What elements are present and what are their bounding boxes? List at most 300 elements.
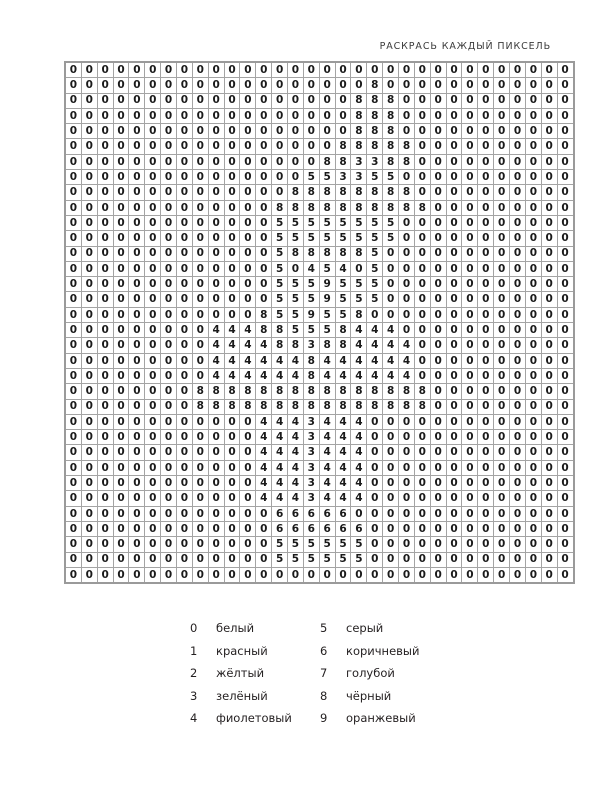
grid-cell[interactable]: 0 [557, 430, 573, 445]
grid-cell[interactable]: 0 [113, 460, 129, 475]
grid-cell[interactable]: 0 [494, 414, 510, 429]
grid-cell[interactable]: 8 [319, 246, 335, 261]
grid-cell[interactable]: 0 [383, 567, 399, 583]
grid-cell[interactable]: 0 [177, 78, 193, 93]
grid-cell[interactable]: 5 [319, 323, 335, 338]
grid-cell[interactable]: 0 [272, 124, 288, 139]
grid-cell[interactable]: 0 [288, 567, 304, 583]
grid-cell[interactable]: 0 [145, 62, 161, 78]
grid-cell[interactable]: 5 [335, 292, 351, 307]
grid-cell[interactable]: 8 [367, 139, 383, 154]
grid-cell[interactable]: 0 [97, 200, 113, 215]
grid-cell[interactable]: 0 [256, 139, 272, 154]
grid-cell[interactable]: 0 [97, 521, 113, 536]
grid-cell[interactable]: 0 [478, 139, 494, 154]
grid-cell[interactable]: 0 [129, 414, 145, 429]
grid-cell[interactable]: 0 [367, 430, 383, 445]
grid-cell[interactable]: 0 [525, 124, 541, 139]
grid-cell[interactable]: 0 [494, 399, 510, 414]
grid-cell[interactable]: 0 [335, 567, 351, 583]
grid-cell[interactable]: 0 [383, 445, 399, 460]
grid-cell[interactable]: 5 [319, 170, 335, 185]
grid-cell[interactable]: 8 [399, 384, 415, 399]
grid-cell[interactable]: 0 [430, 277, 446, 292]
grid-cell[interactable]: 4 [288, 368, 304, 383]
grid-cell[interactable]: 0 [383, 78, 399, 93]
grid-cell[interactable]: 0 [510, 261, 526, 276]
grid-cell[interactable]: 0 [65, 215, 81, 230]
grid-cell[interactable]: 0 [97, 185, 113, 200]
grid-cell[interactable]: 0 [510, 521, 526, 536]
grid-cell[interactable]: 0 [224, 445, 240, 460]
grid-cell[interactable]: 0 [256, 567, 272, 583]
grid-cell[interactable]: 0 [462, 78, 478, 93]
grid-cell[interactable]: 0 [256, 246, 272, 261]
grid-cell[interactable]: 0 [208, 139, 224, 154]
grid-cell[interactable]: 8 [319, 399, 335, 414]
grid-cell[interactable]: 0 [208, 506, 224, 521]
grid-cell[interactable]: 4 [208, 323, 224, 338]
grid-cell[interactable]: 4 [303, 261, 319, 276]
grid-cell[interactable]: 0 [541, 567, 557, 583]
grid-cell[interactable]: 0 [541, 506, 557, 521]
grid-cell[interactable]: 0 [430, 323, 446, 338]
grid-cell[interactable]: 0 [335, 93, 351, 108]
grid-cell[interactable]: 5 [351, 231, 367, 246]
grid-cell[interactable]: 0 [510, 476, 526, 491]
grid-cell[interactable]: 0 [97, 506, 113, 521]
grid-cell[interactable]: 0 [462, 430, 478, 445]
grid-cell[interactable]: 4 [351, 445, 367, 460]
grid-cell[interactable]: 0 [494, 353, 510, 368]
grid-cell[interactable]: 0 [177, 170, 193, 185]
grid-cell[interactable]: 0 [399, 93, 415, 108]
grid-cell[interactable]: 0 [113, 108, 129, 123]
grid-cell[interactable]: 0 [446, 491, 462, 506]
grid-cell[interactable]: 0 [192, 261, 208, 276]
grid-cell[interactable]: 0 [129, 323, 145, 338]
grid-cell[interactable]: 0 [81, 476, 97, 491]
grid-cell[interactable]: 0 [414, 108, 430, 123]
grid-cell[interactable]: 0 [192, 368, 208, 383]
grid-cell[interactable]: 0 [494, 93, 510, 108]
grid-cell[interactable]: 4 [256, 338, 272, 353]
grid-cell[interactable]: 0 [129, 200, 145, 215]
grid-cell[interactable]: 0 [541, 215, 557, 230]
grid-cell[interactable]: 0 [525, 185, 541, 200]
grid-cell[interactable]: 0 [177, 506, 193, 521]
grid-cell[interactable]: 0 [557, 185, 573, 200]
grid-cell[interactable]: 5 [319, 537, 335, 552]
grid-cell[interactable]: 0 [256, 124, 272, 139]
grid-cell[interactable]: 0 [478, 399, 494, 414]
grid-cell[interactable]: 5 [303, 277, 319, 292]
grid-cell[interactable]: 0 [161, 108, 177, 123]
grid-cell[interactable]: 0 [192, 62, 208, 78]
grid-cell[interactable]: 0 [525, 338, 541, 353]
grid-cell[interactable]: 0 [129, 567, 145, 583]
grid-cell[interactable]: 0 [240, 491, 256, 506]
grid-cell[interactable]: 0 [240, 154, 256, 169]
grid-cell[interactable]: 0 [478, 445, 494, 460]
grid-cell[interactable]: 4 [224, 368, 240, 383]
grid-cell[interactable]: 0 [177, 476, 193, 491]
grid-cell[interactable]: 0 [510, 200, 526, 215]
grid-cell[interactable]: 0 [97, 368, 113, 383]
grid-cell[interactable]: 0 [414, 430, 430, 445]
grid-cell[interactable]: 0 [557, 139, 573, 154]
grid-cell[interactable]: 0 [65, 323, 81, 338]
grid-cell[interactable]: 4 [288, 460, 304, 475]
grid-cell[interactable]: 0 [161, 170, 177, 185]
grid-cell[interactable]: 0 [256, 521, 272, 536]
grid-cell[interactable]: 0 [303, 154, 319, 169]
grid-cell[interactable]: 0 [446, 139, 462, 154]
grid-cell[interactable]: 0 [145, 231, 161, 246]
grid-cell[interactable]: 0 [192, 139, 208, 154]
grid-cell[interactable]: 0 [145, 368, 161, 383]
grid-cell[interactable]: 0 [97, 231, 113, 246]
grid-cell[interactable]: 0 [240, 552, 256, 567]
grid-cell[interactable]: 0 [65, 506, 81, 521]
grid-cell[interactable]: 0 [65, 353, 81, 368]
grid-cell[interactable]: 8 [256, 323, 272, 338]
grid-cell[interactable]: 0 [414, 154, 430, 169]
grid-cell[interactable]: 8 [256, 384, 272, 399]
grid-cell[interactable]: 0 [177, 124, 193, 139]
grid-cell[interactable]: 0 [240, 567, 256, 583]
grid-cell[interactable]: 0 [557, 231, 573, 246]
grid-cell[interactable]: 8 [367, 78, 383, 93]
grid-cell[interactable]: 0 [81, 154, 97, 169]
grid-cell[interactable]: 0 [446, 154, 462, 169]
grid-cell[interactable]: 4 [256, 430, 272, 445]
grid-cell[interactable]: 0 [256, 154, 272, 169]
grid-cell[interactable]: 8 [383, 154, 399, 169]
grid-cell[interactable]: 0 [525, 353, 541, 368]
grid-cell[interactable]: 5 [367, 277, 383, 292]
grid-cell[interactable]: 0 [478, 552, 494, 567]
grid-cell[interactable]: 0 [97, 139, 113, 154]
grid-cell[interactable]: 0 [161, 307, 177, 322]
grid-cell[interactable]: 5 [303, 292, 319, 307]
grid-cell[interactable]: 0 [208, 124, 224, 139]
grid-cell[interactable]: 0 [494, 445, 510, 460]
grid-cell[interactable]: 0 [65, 124, 81, 139]
grid-cell[interactable]: 0 [414, 78, 430, 93]
grid-cell[interactable]: 0 [240, 62, 256, 78]
grid-cell[interactable]: 0 [414, 261, 430, 276]
grid-cell[interactable]: 8 [351, 246, 367, 261]
grid-cell[interactable]: 0 [462, 399, 478, 414]
grid-cell[interactable]: 0 [335, 124, 351, 139]
grid-cell[interactable]: 0 [557, 399, 573, 414]
grid-cell[interactable]: 8 [399, 399, 415, 414]
grid-cell[interactable]: 0 [383, 537, 399, 552]
grid-cell[interactable]: 0 [478, 506, 494, 521]
grid-cell[interactable]: 4 [272, 414, 288, 429]
grid-cell[interactable]: 0 [399, 430, 415, 445]
grid-cell[interactable]: 0 [430, 93, 446, 108]
grid-cell[interactable]: 0 [446, 521, 462, 536]
grid-cell[interactable]: 0 [430, 231, 446, 246]
grid-cell[interactable]: 6 [351, 521, 367, 536]
grid-cell[interactable]: 0 [510, 552, 526, 567]
grid-cell[interactable]: 0 [224, 93, 240, 108]
grid-cell[interactable]: 4 [272, 368, 288, 383]
grid-cell[interactable]: 0 [430, 506, 446, 521]
grid-cell[interactable]: 0 [462, 521, 478, 536]
grid-cell[interactable]: 8 [335, 323, 351, 338]
grid-cell[interactable]: 0 [510, 445, 526, 460]
grid-cell[interactable]: 0 [478, 277, 494, 292]
grid-cell[interactable]: 0 [129, 353, 145, 368]
grid-cell[interactable]: 0 [478, 567, 494, 583]
grid-cell[interactable]: 0 [113, 537, 129, 552]
grid-cell[interactable]: 0 [414, 292, 430, 307]
grid-cell[interactable]: 5 [303, 231, 319, 246]
grid-cell[interactable]: 0 [335, 108, 351, 123]
grid-cell[interactable]: 0 [97, 430, 113, 445]
grid-cell[interactable]: 8 [399, 185, 415, 200]
grid-cell[interactable]: 0 [224, 78, 240, 93]
grid-cell[interactable]: 0 [430, 62, 446, 78]
grid-cell[interactable]: 0 [383, 292, 399, 307]
grid-cell[interactable]: 8 [272, 384, 288, 399]
grid-cell[interactable]: 0 [208, 108, 224, 123]
grid-cell[interactable]: 0 [81, 384, 97, 399]
grid-cell[interactable]: 0 [145, 124, 161, 139]
grid-cell[interactable]: 0 [430, 78, 446, 93]
grid-cell[interactable]: 0 [541, 537, 557, 552]
grid-cell[interactable]: 4 [224, 353, 240, 368]
grid-cell[interactable]: 0 [81, 261, 97, 276]
grid-cell[interactable]: 0 [192, 215, 208, 230]
grid-cell[interactable]: 0 [208, 261, 224, 276]
grid-cell[interactable]: 4 [335, 476, 351, 491]
grid-cell[interactable]: 8 [335, 399, 351, 414]
grid-cell[interactable]: 5 [319, 307, 335, 322]
grid-cell[interactable]: 0 [446, 215, 462, 230]
grid-cell[interactable]: 0 [367, 491, 383, 506]
grid-cell[interactable]: 0 [177, 399, 193, 414]
grid-cell[interactable]: 0 [65, 414, 81, 429]
grid-cell[interactable]: 0 [525, 108, 541, 123]
grid-cell[interactable]: 0 [557, 567, 573, 583]
grid-cell[interactable]: 0 [494, 323, 510, 338]
grid-cell[interactable]: 0 [224, 124, 240, 139]
grid-cell[interactable]: 8 [319, 185, 335, 200]
grid-cell[interactable]: 0 [192, 430, 208, 445]
grid-cell[interactable]: 0 [161, 384, 177, 399]
grid-cell[interactable]: 0 [177, 491, 193, 506]
grid-cell[interactable]: 0 [192, 353, 208, 368]
grid-cell[interactable]: 0 [192, 277, 208, 292]
grid-cell[interactable]: 8 [288, 338, 304, 353]
grid-cell[interactable]: 0 [113, 170, 129, 185]
grid-cell[interactable]: 8 [303, 200, 319, 215]
grid-cell[interactable]: 0 [81, 307, 97, 322]
grid-cell[interactable]: 0 [478, 108, 494, 123]
grid-cell[interactable]: 0 [367, 537, 383, 552]
grid-cell[interactable]: 0 [367, 307, 383, 322]
grid-cell[interactable]: 0 [446, 460, 462, 475]
grid-cell[interactable]: 0 [430, 460, 446, 475]
grid-cell[interactable]: 8 [288, 200, 304, 215]
grid-cell[interactable]: 8 [351, 124, 367, 139]
grid-cell[interactable]: 4 [319, 460, 335, 475]
grid-cell[interactable]: 0 [557, 506, 573, 521]
grid-cell[interactable]: 4 [335, 460, 351, 475]
grid-cell[interactable]: 0 [383, 430, 399, 445]
grid-cell[interactable]: 0 [557, 537, 573, 552]
grid-cell[interactable]: 0 [224, 460, 240, 475]
grid-cell[interactable]: 0 [478, 185, 494, 200]
grid-cell[interactable]: 0 [145, 246, 161, 261]
grid-cell[interactable]: 3 [351, 170, 367, 185]
grid-cell[interactable]: 0 [525, 215, 541, 230]
grid-cell[interactable]: 0 [113, 338, 129, 353]
grid-cell[interactable]: 4 [208, 353, 224, 368]
grid-cell[interactable]: 0 [192, 491, 208, 506]
grid-cell[interactable]: 0 [510, 307, 526, 322]
grid-cell[interactable]: 0 [113, 323, 129, 338]
grid-cell[interactable]: 0 [541, 139, 557, 154]
grid-cell[interactable]: 5 [351, 292, 367, 307]
grid-cell[interactable]: 0 [525, 476, 541, 491]
grid-cell[interactable]: 0 [224, 414, 240, 429]
grid-cell[interactable]: 0 [192, 323, 208, 338]
grid-cell[interactable]: 0 [494, 491, 510, 506]
grid-cell[interactable]: 0 [161, 78, 177, 93]
grid-cell[interactable]: 0 [224, 154, 240, 169]
grid-cell[interactable]: 0 [240, 445, 256, 460]
grid-cell[interactable]: 0 [478, 231, 494, 246]
grid-cell[interactable]: 0 [65, 185, 81, 200]
grid-cell[interactable]: 0 [81, 353, 97, 368]
grid-cell[interactable]: 3 [303, 414, 319, 429]
grid-cell[interactable]: 5 [272, 307, 288, 322]
grid-cell[interactable]: 0 [541, 78, 557, 93]
grid-cell[interactable]: 0 [383, 277, 399, 292]
grid-cell[interactable]: 0 [224, 521, 240, 536]
grid-cell[interactable]: 0 [430, 170, 446, 185]
grid-cell[interactable]: 0 [478, 476, 494, 491]
grid-cell[interactable]: 0 [97, 353, 113, 368]
grid-cell[interactable]: 0 [494, 154, 510, 169]
grid-cell[interactable]: 0 [494, 261, 510, 276]
grid-cell[interactable]: 3 [351, 154, 367, 169]
grid-cell[interactable]: 6 [272, 506, 288, 521]
grid-cell[interactable]: 0 [303, 78, 319, 93]
grid-cell[interactable]: 5 [383, 170, 399, 185]
grid-cell[interactable]: 0 [65, 246, 81, 261]
grid-cell[interactable]: 0 [414, 476, 430, 491]
grid-cell[interactable]: 0 [192, 292, 208, 307]
grid-cell[interactable]: 0 [557, 261, 573, 276]
grid-cell[interactable]: 0 [256, 261, 272, 276]
grid-cell[interactable]: 0 [256, 292, 272, 307]
grid-cell[interactable]: 8 [335, 185, 351, 200]
grid-cell[interactable]: 0 [81, 292, 97, 307]
grid-cell[interactable]: 0 [494, 200, 510, 215]
grid-cell[interactable]: 0 [129, 430, 145, 445]
grid-cell[interactable]: 0 [65, 399, 81, 414]
grid-cell[interactable]: 0 [224, 62, 240, 78]
grid-cell[interactable]: 0 [446, 323, 462, 338]
grid-cell[interactable]: 0 [525, 154, 541, 169]
grid-cell[interactable]: 5 [303, 215, 319, 230]
grid-cell[interactable]: 0 [208, 185, 224, 200]
grid-cell[interactable]: 0 [446, 399, 462, 414]
grid-cell[interactable]: 4 [272, 476, 288, 491]
grid-cell[interactable]: 0 [430, 246, 446, 261]
grid-cell[interactable]: 0 [129, 307, 145, 322]
grid-cell[interactable]: 0 [510, 292, 526, 307]
grid-cell[interactable]: 0 [113, 93, 129, 108]
grid-cell[interactable]: 0 [161, 124, 177, 139]
grid-cell[interactable]: 8 [303, 384, 319, 399]
grid-cell[interactable]: 5 [335, 552, 351, 567]
grid-cell[interactable]: 4 [256, 368, 272, 383]
grid-cell[interactable]: 0 [208, 246, 224, 261]
grid-cell[interactable]: 0 [430, 567, 446, 583]
grid-cell[interactable]: 0 [224, 261, 240, 276]
grid-cell[interactable]: 0 [510, 277, 526, 292]
grid-cell[interactable]: 0 [494, 506, 510, 521]
grid-cell[interactable]: 0 [272, 185, 288, 200]
grid-cell[interactable]: 0 [557, 323, 573, 338]
grid-cell[interactable]: 0 [145, 93, 161, 108]
grid-cell[interactable]: 0 [462, 384, 478, 399]
grid-cell[interactable]: 0 [462, 62, 478, 78]
grid-cell[interactable]: 0 [288, 139, 304, 154]
grid-cell[interactable]: 0 [192, 200, 208, 215]
grid-cell[interactable]: 0 [177, 521, 193, 536]
grid-cell[interactable]: 0 [430, 124, 446, 139]
grid-cell[interactable]: 0 [414, 231, 430, 246]
grid-cell[interactable]: 0 [541, 353, 557, 368]
grid-cell[interactable]: 0 [240, 124, 256, 139]
grid-cell[interactable]: 0 [414, 338, 430, 353]
grid-cell[interactable]: 0 [541, 261, 557, 276]
grid-cell[interactable]: 0 [446, 430, 462, 445]
grid-cell[interactable]: 0 [494, 246, 510, 261]
grid-cell[interactable]: 0 [145, 552, 161, 567]
grid-cell[interactable]: 0 [494, 78, 510, 93]
grid-cell[interactable]: 8 [367, 124, 383, 139]
grid-cell[interactable]: 0 [113, 62, 129, 78]
grid-cell[interactable]: 4 [319, 430, 335, 445]
grid-cell[interactable]: 0 [65, 430, 81, 445]
grid-cell[interactable]: 0 [462, 506, 478, 521]
grid-cell[interactable]: 0 [208, 567, 224, 583]
grid-cell[interactable]: 0 [288, 78, 304, 93]
grid-cell[interactable]: 0 [335, 78, 351, 93]
grid-cell[interactable]: 0 [256, 231, 272, 246]
grid-cell[interactable]: 0 [192, 537, 208, 552]
grid-cell[interactable]: 0 [430, 384, 446, 399]
grid-cell[interactable]: 0 [177, 552, 193, 567]
grid-cell[interactable]: 4 [335, 414, 351, 429]
grid-cell[interactable]: 5 [367, 261, 383, 276]
grid-cell[interactable]: 0 [446, 307, 462, 322]
grid-cell[interactable]: 0 [383, 521, 399, 536]
grid-cell[interactable]: 0 [224, 552, 240, 567]
grid-cell[interactable]: 0 [192, 246, 208, 261]
grid-cell[interactable]: 8 [272, 200, 288, 215]
grid-cell[interactable]: 0 [145, 384, 161, 399]
